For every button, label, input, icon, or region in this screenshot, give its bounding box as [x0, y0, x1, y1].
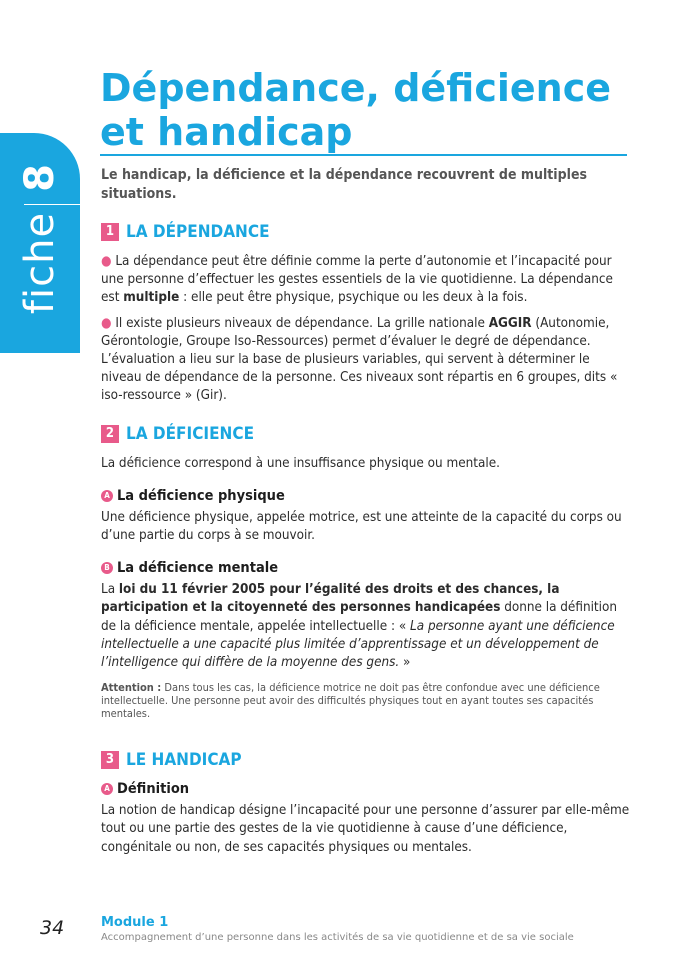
- subsection-3a-text: La notion de handicap désigne l’incapacité pour une personne d’assurer par elle-même tout ou une partie des gestes de la vie quotidienne à cause d’une déficience, congénitale ou non, de ses capacités physiques ou mentales.: [101, 803, 630, 855]
- title-line-1: Dépendance, déficience: [100, 66, 612, 110]
- section-3-title: LE HANDICAP: [126, 750, 242, 771]
- section-3-number: 3: [101, 751, 119, 769]
- subsection-2a-text: Une déficience physique, appelée motrice, est une atteinte de la capacité du corps ou d’une partie du corps à se mouvoir.: [101, 509, 622, 544]
- section-3-heading: [101, 750, 631, 770]
- page-title: [100, 66, 660, 154]
- page-number: 34: [40, 917, 65, 939]
- main-content: [101, 166, 631, 857]
- subsection-2a-letter: A: [101, 490, 113, 502]
- subsection-2b-heading: [101, 560, 631, 576]
- bullet-icon: ●: [101, 315, 112, 331]
- fiche-number: 8: [17, 164, 63, 192]
- section-1-number: 1: [101, 223, 119, 241]
- fiche-label: fiche: [17, 211, 63, 315]
- title-line-2: et handicap: [100, 110, 353, 154]
- subsection-2b-text: La loi du 11 février 2005 pour l’égalité des droits et des chances, la participation et la citoyenneté des personnes handicapées donne la définition de la déficience mentale, appelée intellectuelle : « La personne ayant une déficience intellectuelle a une capacité plus limitée d’apprentissage et un développement de l’intelligence qui diffère de la moyenne des gens. »: [101, 582, 618, 671]
- section-1-title: LA DÉPENDANCE: [126, 222, 270, 242]
- title-underline: [100, 154, 627, 156]
- subsection-2a-title: La déficience physique: [117, 487, 285, 504]
- section-2-number: 2: [101, 425, 119, 443]
- section-1-paragraph-2: ● Il existe plusieurs niveaux de dépendance. La grille nationale AGGIR (Autonomie, Gérontologie, Groupe Iso-Ressources) permet d’évaluer le degré de dépendance. L’évaluation a lieu sur la base de plusieurs variables, qui servent à déterminer le niveau de dépendance de la personne. Ces niveaux sont répartis en 6 groupes, dits « iso-ressource » (Gir).: [101, 315, 618, 404]
- section-1-heading: [101, 222, 631, 242]
- subsection-2b-letter: B: [101, 562, 113, 574]
- intro-text: Le handicap, la déficience et la dépendance recouvrent de multiples situations.: [101, 167, 587, 202]
- section-2-title: LA DÉFICIENCE: [126, 423, 255, 444]
- footer-subtitle: Accompagnement d’une personne dans les activités de sa vie quotidienne et de sa vie sociale: [101, 932, 574, 943]
- subsection-2b-title: La déficience mentale: [117, 560, 279, 577]
- bullet-icon: ●: [101, 254, 112, 269]
- footer-module: Module 1: [101, 915, 169, 930]
- subsection-3a-title: Définition: [117, 781, 190, 798]
- subsection-2a-heading: [101, 488, 631, 504]
- subsection-3a-heading: [101, 781, 631, 797]
- subsection-3a-letter: A: [101, 783, 113, 795]
- section-2-intro: La déficience correspond à une insuffisance physique ou mentale.: [101, 455, 500, 471]
- section-2-heading: [101, 424, 631, 444]
- section-1-paragraph-1: ● La dépendance peut être définie comme la perte d’autonomie et l’incapacité pour une personne d’effectuer les gestes essentiels de la vie quotidienne. La dépendance est multiple : elle peut être physique, psychique ou les deux à la fois.: [101, 254, 613, 306]
- attention-note: Attention : Dans tous les cas, la déficience motrice ne doit pas être confondue avec une déficience intellectuelle. Une personne peut avoir des difficultés physiques tout en ayant toutes ses capacités mentales.: [101, 681, 600, 721]
